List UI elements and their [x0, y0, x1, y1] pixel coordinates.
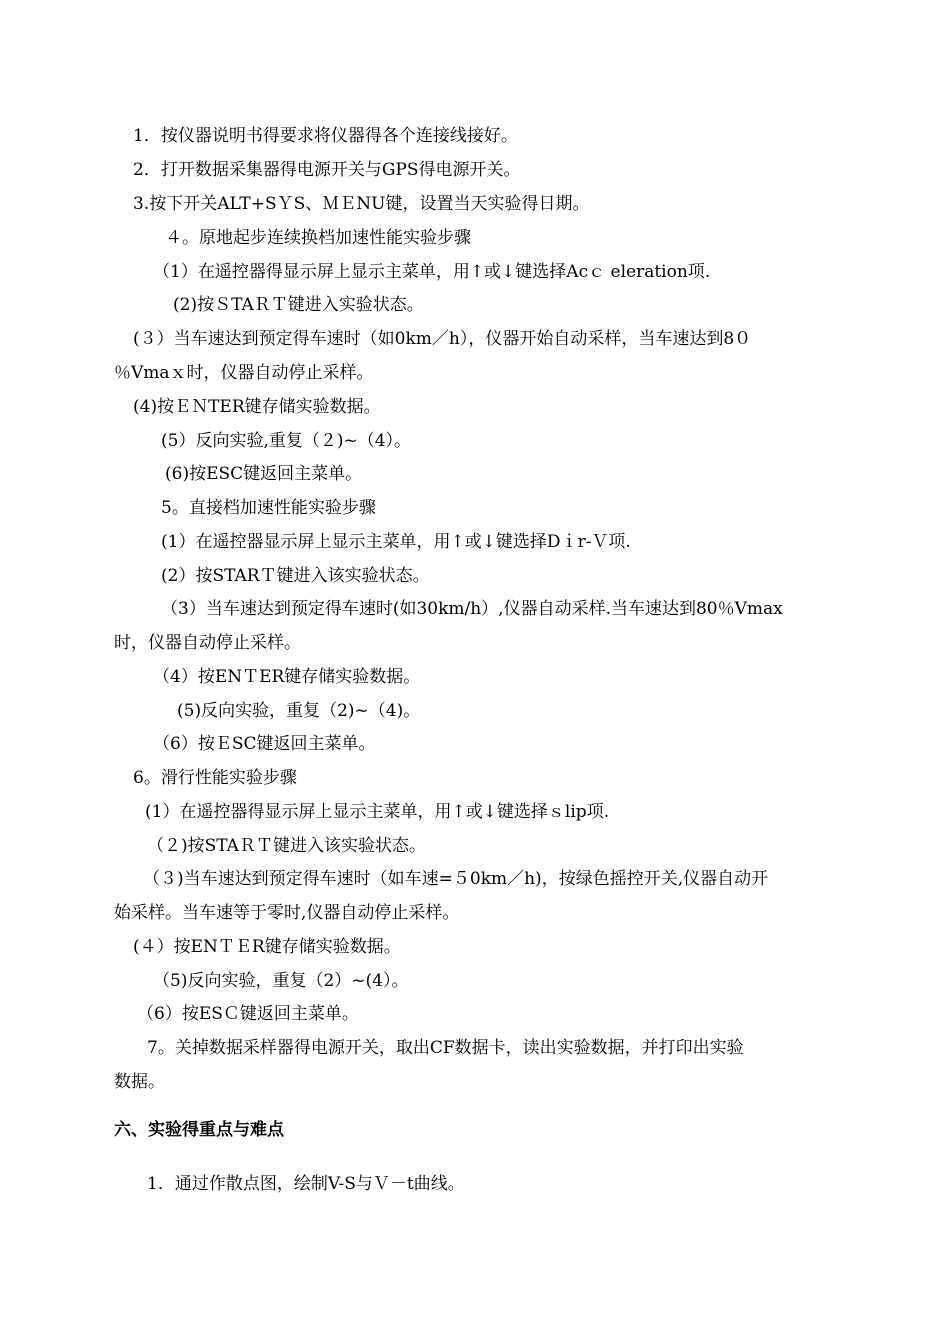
- step-4-6: (6)按ESC键返回主菜单。: [165, 464, 363, 484]
- key-point-1: 1．通过作散点图，绘制V-S与Ｖ－t曲线。: [147, 1174, 465, 1194]
- section-5-title: 5。直接档加速性能实验步骤: [161, 498, 376, 518]
- step-4-3: (３）当车速达到预定得车速时（如0km／h），仪器开始自动采样，当车速达到8０: [133, 329, 752, 349]
- step-5-3-cont: 时，仪器自动停止采样。: [114, 633, 301, 653]
- step-6-1: (1）在遥控器得显示屏上显示主菜单，用↑或↓键选择ｓlip项.: [145, 802, 610, 822]
- step-7-cont: 数据。: [114, 1072, 165, 1092]
- section-heading: 六、实验得重点与难点: [114, 1120, 284, 1140]
- step-5-4: （4）按ENＴER键存储实验数据。: [153, 667, 421, 687]
- section-4-title: ４。原地起步连续换档加速性能实验步骤: [165, 228, 471, 248]
- step-6-6: （6）按ESＣ键返回主菜单。: [137, 1004, 359, 1024]
- step-4-4: (4)按ＥＮTER键存储实验数据。: [133, 397, 381, 417]
- section-6-title: 6。滑行性能实验步骤: [133, 768, 297, 788]
- step-2: 2．打开数据采集器得电源开关与GPS得电源开关。: [133, 160, 521, 180]
- step-5-3: （3）当车速达到预定得车速时(如30km/h）,仪器自动采样.当车速达到80％Vmax: [161, 599, 783, 619]
- step-4-3-cont: ％Vmaｘ时，仪器自动停止采样。: [114, 363, 374, 383]
- step-4-5: (5）反向实验,重复（２)~（4）。: [161, 431, 412, 451]
- step-6-4: (４）按ENＴＥR键存储实验数据。: [133, 937, 401, 957]
- step-1: 1．按仪器说明书得要求将仪器得各个连接线接好。: [133, 126, 518, 146]
- step-6-3: （３)当车速达到预定得车速时（如车速=５0km／h)，按绿色摇控开关,仪器自动开: [143, 869, 769, 889]
- step-6-5: （5)反向实验，重复（2）~(4）。: [153, 971, 409, 991]
- step-4-2: (2)按ＳTAＲＴ键进入实验状态。: [173, 295, 424, 315]
- step-5-1: (1）在遥控器显示屏上显示主菜单，用↑或↓键选择Dｉr-Ｖ项.: [161, 532, 631, 552]
- step-5-2: (2）按STARＴ键进入该实验状态。: [161, 566, 430, 586]
- step-7: 7。关掉数据采样器得电源开关，取出CF数据卡，读出实验数据，并打印出实验: [147, 1038, 744, 1058]
- step-3: 3.按下开关ALT+SＹS、ＭＥNU键，设置当天实验得日期。: [133, 194, 590, 214]
- step-5-6: （6）按ＥSC键返回主菜单。: [153, 734, 376, 754]
- step-6-3-cont: 始采样。当车速等于零时,仪器自动停止采样。: [114, 903, 460, 923]
- step-4-1: （1）在遥控器得显示屏上显示主菜单，用↑或↓键选择Acｃ eleration项.: [153, 262, 711, 282]
- step-6-2: （２)按STAＲＴ键进入该实验状态。: [147, 836, 426, 856]
- step-5-5: (5)反向实验，重复（2)~（4)。: [177, 701, 421, 721]
